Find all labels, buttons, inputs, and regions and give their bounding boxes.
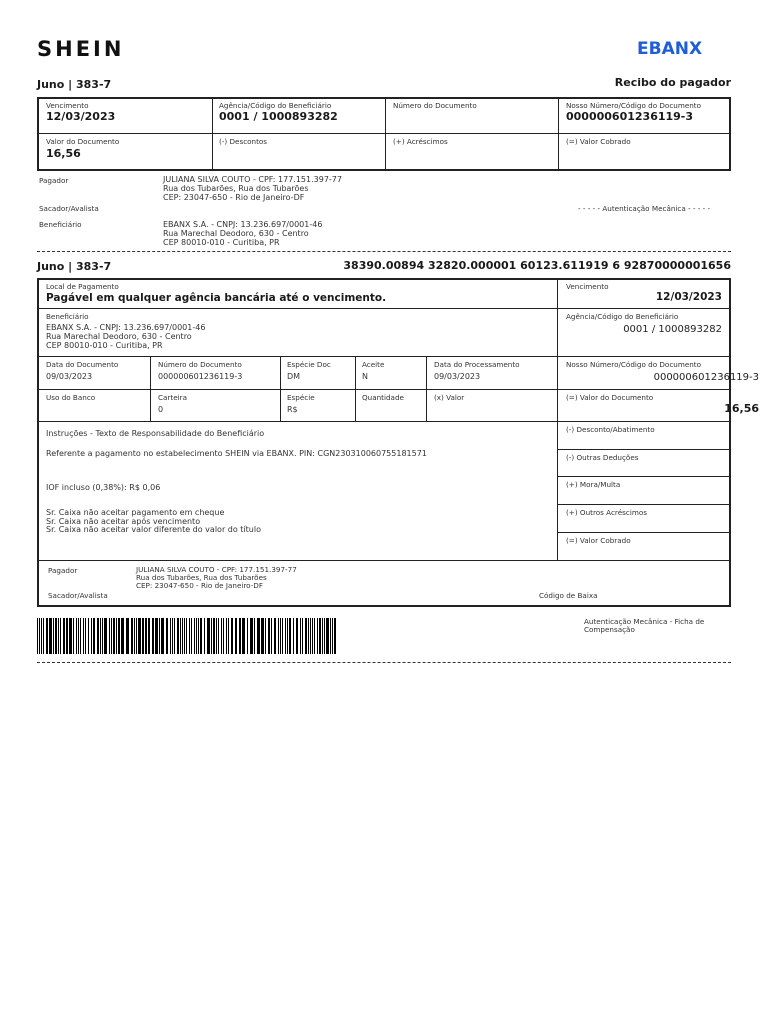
barcode-bar — [300, 618, 301, 654]
instructions-label: Instruções - Texto de Responsabilidade do Beneficiário — [46, 429, 265, 438]
slip-guarantor-label: Sacador/Avalista — [48, 591, 108, 600]
barcode-bar — [204, 618, 205, 654]
beneficiary-line1: EBANX S.A. - CNPJ: 13.236.697/0001-46 — [163, 220, 323, 229]
slip-charged-label: (=) Valor Cobrado — [566, 536, 631, 545]
barcode-bar — [235, 618, 237, 654]
other-deductions-label: (-) Outras Deduções — [566, 453, 639, 462]
barcode-bar — [218, 618, 219, 654]
kind-label: Espécie — [287, 393, 315, 402]
doc-date-value: 09/03/2023 — [46, 372, 93, 381]
barcode-bar — [189, 618, 190, 654]
slip-mech-auth: Autenticação Mecânica - Ficha de Compensação — [584, 617, 705, 634]
discounts-label: (-) Descontos — [219, 137, 268, 146]
payer-label: Pagador — [39, 176, 69, 185]
barcode-bar — [148, 618, 150, 654]
wallet-value: 0 — [158, 405, 164, 414]
barcode-bar — [100, 618, 101, 654]
payment-place-label: Local de Pagamento — [46, 282, 119, 291]
beneficiary-line2: Rua Marechal Deodoro, 630 - Centro — [163, 229, 309, 238]
additions-label: (+) Acréscimos — [393, 137, 448, 146]
guarantor-label: Sacador/Avalista — [39, 204, 99, 213]
barcode-bar — [278, 618, 279, 654]
barcode-bar — [191, 618, 192, 654]
doc-value-label: Valor do Documento — [46, 137, 120, 146]
barcode-bar — [310, 618, 311, 654]
barcode-bar — [85, 618, 86, 654]
slip-agency-label: Agência/Código do Beneficiário — [566, 312, 679, 321]
agency-label: Agência/Código do Beneficiário — [219, 101, 332, 110]
our-number-value: 000000601236119-3 — [566, 110, 694, 123]
barcode-bar — [88, 618, 89, 654]
bank-code: Juno | 383-7 — [37, 78, 112, 91]
barcode-bar — [60, 618, 61, 654]
barcode-bar — [242, 618, 245, 654]
barcode-bar — [289, 618, 291, 654]
barcode-bar — [145, 618, 147, 654]
doc-date-label: Data do Documento — [46, 360, 119, 369]
receipt-title: Recibo do pagador — [614, 76, 731, 89]
barcode-bar — [332, 618, 333, 654]
barcode-bar — [196, 618, 197, 654]
doc-kind-value: DM — [287, 372, 301, 381]
barcode-bar — [69, 618, 72, 654]
process-date-value: 09/03/2023 — [434, 372, 481, 381]
payer-line2: Rua dos Tubarões, Rua dos Tubarões — [163, 184, 309, 193]
barcode-bar — [138, 618, 141, 654]
barcode-bar — [43, 618, 44, 654]
slip-beneficiary-label: Beneficiário — [46, 312, 89, 321]
svg-text:EBANX: EBANX — [637, 39, 703, 58]
barcode-bar — [177, 618, 179, 654]
agency-value: 0001 / 1000893282 — [219, 110, 338, 123]
slip-payer-line2: Rua dos Tubarões, Rua dos Tubarões — [136, 573, 267, 582]
barcode-bar — [76, 618, 77, 654]
x-value-label: (x) Valor — [434, 393, 465, 402]
instruction-line2: Sr. Caixa não aceitar após vencimento — [46, 517, 201, 526]
barcode-bar — [55, 618, 57, 654]
barcode-bar — [334, 618, 336, 654]
barcode-bar — [78, 618, 79, 654]
barcode-bar — [49, 618, 52, 654]
barcode-bar — [287, 618, 288, 654]
digitable-line: 38390.00894 32820.000001 60123.611919 6 92870000001656 — [343, 259, 731, 272]
barcode-bar — [182, 618, 183, 654]
barcode-bar — [93, 618, 95, 654]
barcode-bar — [111, 618, 112, 654]
barcode-bar — [63, 618, 65, 654]
barcode-bar — [282, 618, 283, 654]
write-off-label: Código de Baixa — [539, 591, 598, 600]
kind-value: R$ — [287, 405, 298, 414]
barcode-bar — [166, 618, 168, 654]
due-value: 12/03/2023 — [46, 110, 116, 123]
instruction-line3: Sr. Caixa não aceitar valor diferente do valor do título — [46, 525, 261, 534]
barcode-bar — [293, 618, 294, 654]
slip-doc-number-value: 000000601236119-3 — [158, 372, 243, 381]
barcode-bar — [109, 618, 110, 654]
barcode-bar — [254, 618, 255, 654]
barcode-bar — [221, 618, 222, 654]
barcode-bar — [155, 618, 158, 654]
instruction-ref: Referente a pagamento no estabelecimento SHEIN via EBANX. PIN: CGN230310060755181571 — [46, 449, 427, 458]
barcode-bar — [213, 618, 215, 654]
slip-bank-code: Juno | 383-7 — [37, 260, 112, 273]
barcode-bar — [216, 618, 217, 654]
accept-label: Aceite — [362, 360, 385, 369]
slip-payer-label: Pagador — [48, 566, 78, 575]
barcode-bar — [97, 618, 99, 654]
barcode-bar — [41, 618, 42, 654]
wallet-label: Carteira — [158, 393, 187, 402]
quantity-label: Quantidade — [362, 393, 404, 402]
discount-label: (-) Desconto/Abatimento — [566, 425, 655, 434]
beneficiary-line3: CEP 80010-010 - Curitiba, PR — [163, 238, 280, 247]
slip-doc-value: 16,56 — [724, 402, 759, 415]
slip-doc-number-label: Número do Documento — [158, 360, 242, 369]
barcode-bar — [159, 618, 160, 654]
barcode-bar — [312, 618, 313, 654]
barcode-bar — [58, 618, 59, 654]
barcode-bar — [326, 618, 329, 654]
barcode-bar — [305, 618, 307, 654]
barcode-bar — [261, 618, 264, 654]
barcode-bar — [102, 618, 103, 654]
barcode-bar — [265, 618, 266, 654]
barcode-bar — [317, 618, 318, 654]
doc-value: 16,56 — [46, 147, 81, 160]
slip-beneficiary-line2: Rua Marechal Deodoro, 630 - Centro — [46, 332, 192, 341]
barcode-bar — [39, 618, 40, 654]
barcode-bar — [113, 618, 115, 654]
barcode-bar — [228, 618, 229, 654]
our-number-label: Nosso Número/Código do Documento — [566, 101, 702, 110]
barcode-bar — [172, 618, 173, 654]
doc-kind-label: Espécie Doc — [287, 360, 331, 369]
slip-beneficiary-line3: CEP 80010-010 - Curitiba, PR — [46, 341, 163, 350]
instruction-line1: Sr. Caixa não aceitar pagamento em cheque — [46, 508, 225, 517]
fine-label: (+) Mora/Multa — [566, 480, 621, 489]
barcode-bar — [46, 618, 48, 654]
bank-use-label: Uso do Banco — [46, 393, 96, 402]
slip-payer-line1: JULIANA SILVA COUTO - CPF: 177.151.397-77 — [136, 565, 297, 574]
slip-payer-line3: CEP: 23047-650 - Rio de Janeiro-DF — [136, 581, 263, 590]
barcode-bar — [268, 618, 270, 654]
payer-line3: CEP: 23047-650 - Rio de Janeiro-DF — [163, 193, 305, 202]
slip-doc-value-label: (=) Valor do Documento — [566, 393, 654, 402]
barcode-bar — [231, 618, 233, 654]
barcode-bar — [257, 618, 260, 654]
barcode-bar — [302, 618, 303, 654]
barcode-bar — [239, 618, 241, 654]
barcode-bar — [53, 618, 54, 654]
barcode-bar — [131, 618, 133, 654]
barcode-bar — [73, 618, 74, 654]
barcode-bar — [134, 618, 135, 654]
barcode-bar — [118, 618, 120, 654]
barcode-bar — [66, 618, 68, 654]
barcode-bar — [194, 618, 195, 654]
barcode-bar — [161, 618, 164, 654]
beneficiary-label: Beneficiário — [39, 220, 82, 229]
barcode-bar — [274, 618, 276, 654]
barcode-bar — [37, 618, 38, 654]
slip-agency-value: 0001 / 1000893282 — [623, 324, 722, 335]
barcode-bar — [330, 618, 331, 654]
barcode-bar — [226, 618, 227, 654]
bottom-cut-line — [37, 662, 731, 663]
barcode-bar — [296, 618, 298, 654]
cut-line — [37, 251, 731, 252]
barcode-bar — [285, 618, 286, 654]
barcode-bar — [121, 618, 124, 654]
payer-line1: JULIANA SILVA COUTO - CPF: 177.151.397-77 — [163, 175, 342, 184]
slip-our-number-value: 000000601236119-3 — [653, 372, 759, 383]
barcode-bar — [126, 618, 129, 654]
barcode-bar — [170, 618, 171, 654]
doc-number-label: Número do Documento — [393, 101, 477, 110]
barcode-bar — [136, 618, 137, 654]
barcode-bar — [186, 618, 187, 654]
barcode — [37, 618, 337, 654]
slip-due-label: Vencimento — [566, 282, 609, 291]
ebanx-logo — [637, 38, 729, 58]
charged-label: (=) Valor Cobrado — [566, 137, 631, 146]
slip-due-value: 12/03/2023 — [655, 291, 722, 303]
barcode-bar — [198, 618, 199, 654]
barcode-bar — [80, 618, 81, 654]
shein-logo: SHEIN — [37, 37, 125, 61]
barcode-bar — [324, 618, 325, 654]
barcode-bar — [280, 618, 281, 654]
barcode-bar — [91, 618, 92, 654]
other-additions-label: (+) Outros Acréscimos — [566, 508, 647, 517]
barcode-bar — [180, 618, 181, 654]
barcode-bar — [247, 618, 248, 654]
barcode-bar — [271, 618, 272, 654]
slip-our-number-label: Nosso Número/Código do Documento — [566, 360, 702, 369]
barcode-bar — [223, 618, 224, 654]
slip-beneficiary-line1: EBANX S.A. - CNPJ: 13.236.697/0001-46 — [46, 323, 206, 332]
barcode-bar — [142, 618, 144, 654]
barcode-bar — [319, 618, 321, 654]
process-date-label: Data do Processamento — [434, 360, 520, 369]
due-label: Vencimento — [46, 101, 89, 110]
barcode-bar — [314, 618, 315, 654]
barcode-bar — [200, 618, 202, 654]
barcode-bar — [104, 618, 107, 654]
payment-place-value: Pagável em qualquer agência bancária até o vencimento. — [46, 292, 387, 304]
barcode-bar — [83, 618, 84, 654]
accept-value: N — [362, 372, 368, 381]
barcode-bar — [322, 618, 323, 654]
barcode-bar — [184, 618, 185, 654]
barcode-bar — [116, 618, 117, 654]
barcode-bar — [174, 618, 175, 654]
barcode-bar — [152, 618, 154, 654]
barcode-bar — [207, 618, 210, 654]
barcode-bar — [211, 618, 212, 654]
instruction-iof: IOF incluso (0,38%): R$ 0,06 — [46, 483, 161, 492]
barcode-bar — [250, 618, 253, 654]
mech-auth-receipt: - - - - - Autenticação Mecânica - - - - - — [578, 204, 711, 213]
barcode-bar — [308, 618, 309, 654]
